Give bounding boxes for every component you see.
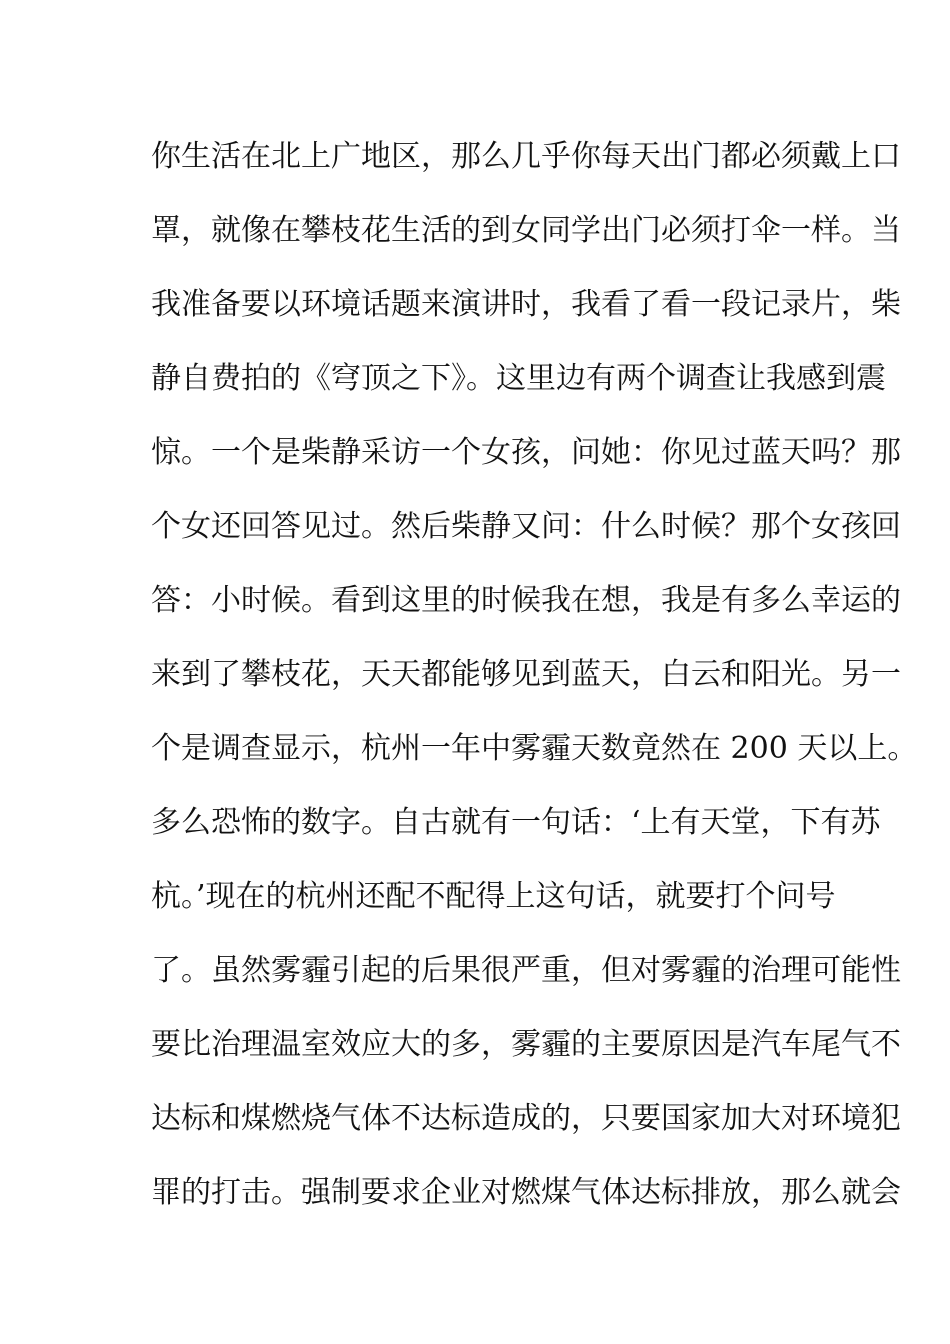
text-line: 个女还回答见过。然后柴静又问：什么时候？那个女孩回 bbox=[151, 509, 901, 544]
text-line: 罩，就像在攀枝花生活的到女同学出门必须打伞一样。当 bbox=[151, 213, 901, 248]
body-text bbox=[151, 120, 918, 1230]
text-line: 达标和煤燃烧气体不达标造成的，只要国家加大对环境犯 bbox=[151, 1101, 901, 1136]
text-line: 惊。一个是柴静采访一个女孩，问她：你见过蓝天吗？那 bbox=[151, 435, 901, 470]
text-line: 要比治理温室效应大的多，雾霾的主要原因是汽车尾气不 bbox=[151, 1027, 901, 1062]
text-line: 答：小时候。看到这里的时候我在想，我是有多么幸运的 bbox=[151, 583, 901, 618]
text-line: 我准备要以环境话题来演讲时，我看了看一段记录片，柴 bbox=[151, 287, 901, 322]
text-line: 静自费拍的《穹顶之下》。这里边有两个调查让我感到震 bbox=[151, 361, 886, 396]
text-line: 杭。’现在的杭州还配不配得上这句话，就要打个问号 bbox=[151, 879, 836, 914]
text-line: 个是调查显示，杭州一年中雾霾天数竟然在 200 天以上。 bbox=[151, 731, 918, 766]
text-line: 来到了攀枝花，天天都能够见到蓝天，白云和阳光。另一 bbox=[151, 657, 901, 692]
text-line: 罪的打击。强制要求企业对燃煤气体达标排放，那么就会 bbox=[151, 1175, 901, 1210]
text-line: 了。虽然雾霾引起的后果很严重，但对雾霾的治理可能性 bbox=[151, 953, 901, 988]
text-line: 多么恐怖的数字。自古就有一句话：‘上有天堂，下有苏 bbox=[151, 805, 881, 840]
text-line: 你生活在北上广地区，那么几乎你每天出门都必须戴上口 bbox=[151, 139, 901, 174]
